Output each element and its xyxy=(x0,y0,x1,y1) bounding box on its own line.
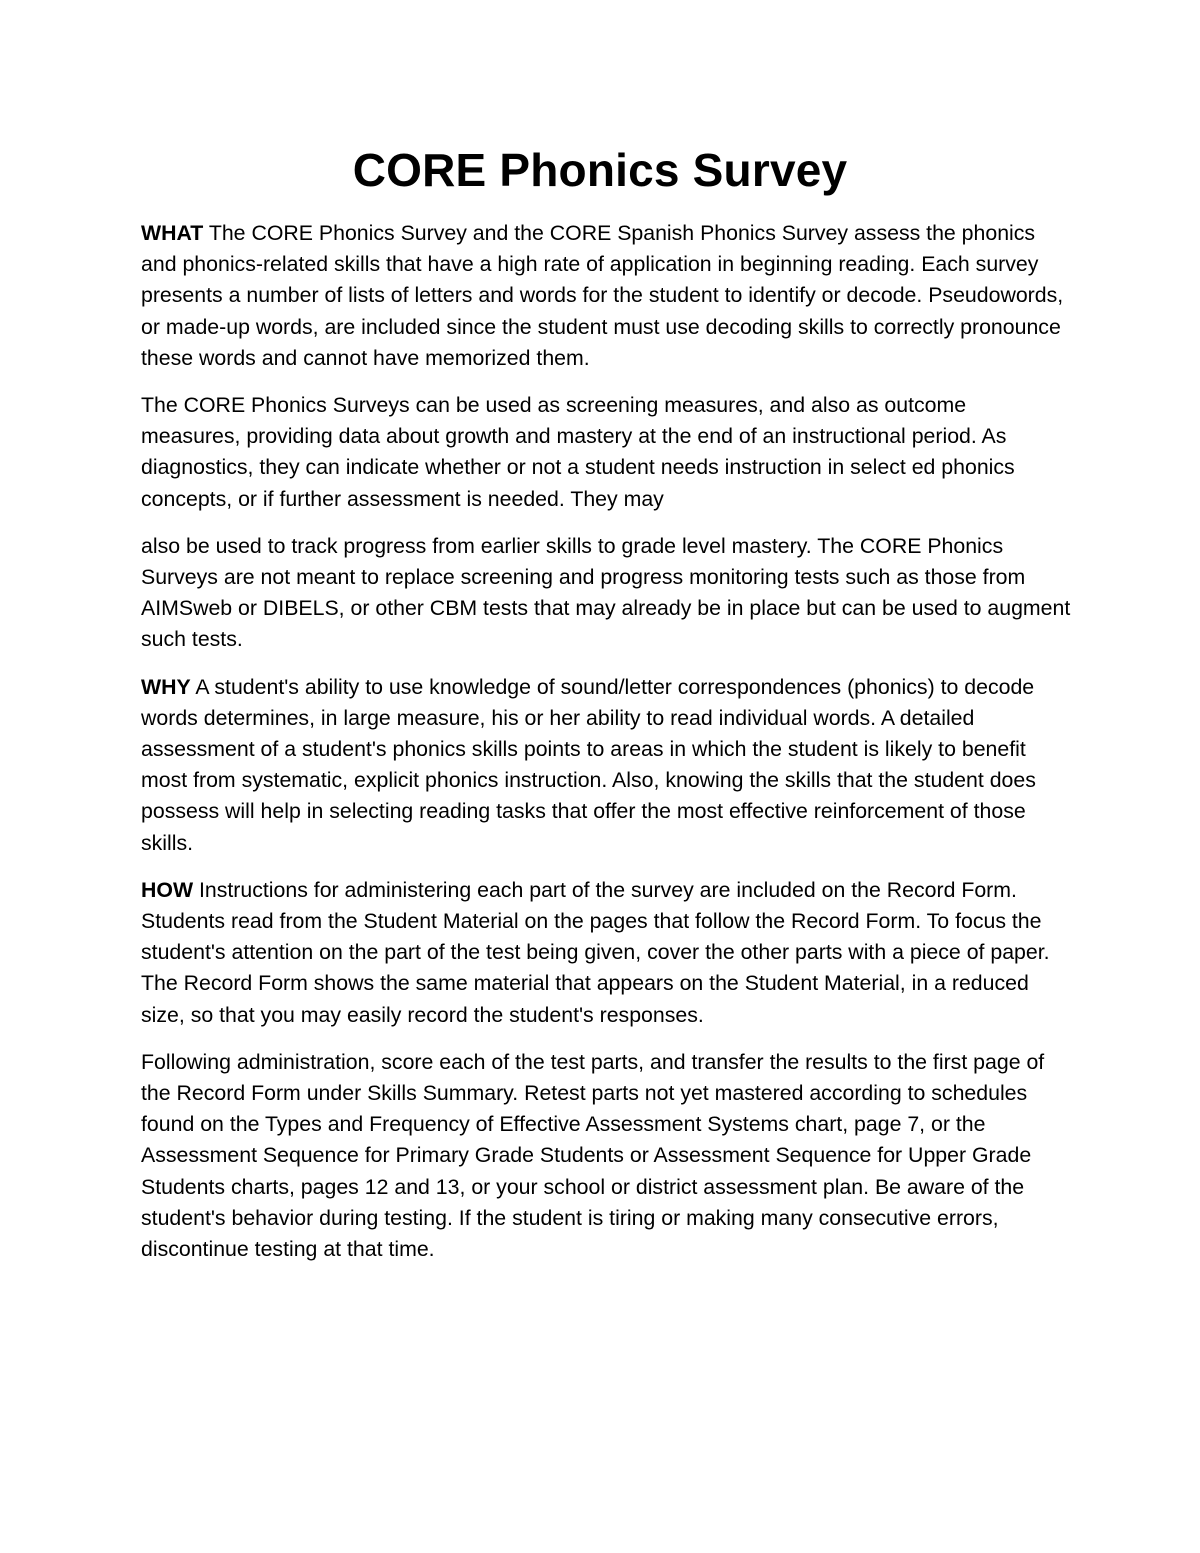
paragraph-uses xyxy=(141,390,1071,515)
paragraph-text: The CORE Phonics Survey and the CORE Spanish Phonics Survey assess the phonics and phonics-related skills that have a high rate of application in beginning reading. Each survey presents a number of lists of letters and words for the student to identify or decode. Pseudowords, or made-up words, are included since the student must use decoding skills to correctly pronounce these words and cannot have memorized them. xyxy=(141,221,1064,370)
document-body xyxy=(141,218,1071,1281)
paragraph-following xyxy=(141,1047,1071,1265)
paragraph-text: Instructions for administering each part of the survey are included on the Record Form. Students read from the Student Material on the pages that follow the Record Form. To focus the student's attention on the part of the test being given, cover the other parts with a piece of paper. The Record Form shows the same material that appears on the Student Material, in a reduced size, so that you may easily record the student's responses. xyxy=(141,877,1050,1027)
paragraph-text: Following administration, score each of the test parts, and transfer the results to the first page of the Record Form under Skills Summary. Retest parts not yet mastered according to schedules found on the Types and Frequency of Effective Assessment Systems chart, page 7, or the Assessment Sequence for Primary Grade Students or Assessment Sequence for Upper Grade Students charts, pages 12 and 13, or your school or district assessment plan. Be aware of the student's behavior during testing. If the student is tiring or making many consecutive errors, discontinue testing at that time. xyxy=(141,1049,1045,1262)
paragraph-text: A student's ability to use knowledge of sound/letter correspondences (phonics) to decode words determines, in large measure, his or her ability to read individual words. A detailed assessment of a student's phonics skills points to areas in which the student is likely to benefit most from systematic, explicit phonics instruction. Also, knowing the skills that the student does possess will help in selecting reading tasks that offer the most effective reinforcement of those skills. xyxy=(141,674,1036,855)
section-label-what: WHAT xyxy=(141,221,204,245)
paragraph-text: also be used to track progress from earlier skills to grade level mastery. The CORE Phonics Surveys are not meant to replace screening and progress monitoring tests such as those from AIMSweb or DIBELS, or other CBM tests that may already be in place but can be used to augment such tests. xyxy=(141,533,1071,652)
paragraph-why xyxy=(141,672,1071,859)
paragraph-what xyxy=(141,218,1071,374)
paragraph-progress xyxy=(141,531,1071,656)
section-label-why: WHY xyxy=(141,674,191,699)
page-title: CORE Phonics Survey xyxy=(352,144,848,196)
paragraph-text: The CORE Phonics Surveys can be used as screening measures, and also as outcome measures, providing data about growth and mastery at the end of an instructional period. As diagnostics, they can indicate whether or not a student needs instruction in select ed phonics concepts, or if further assessment is needed. They may xyxy=(141,393,1015,511)
paragraph-how xyxy=(141,875,1071,1031)
section-label-how: HOW xyxy=(141,877,194,902)
